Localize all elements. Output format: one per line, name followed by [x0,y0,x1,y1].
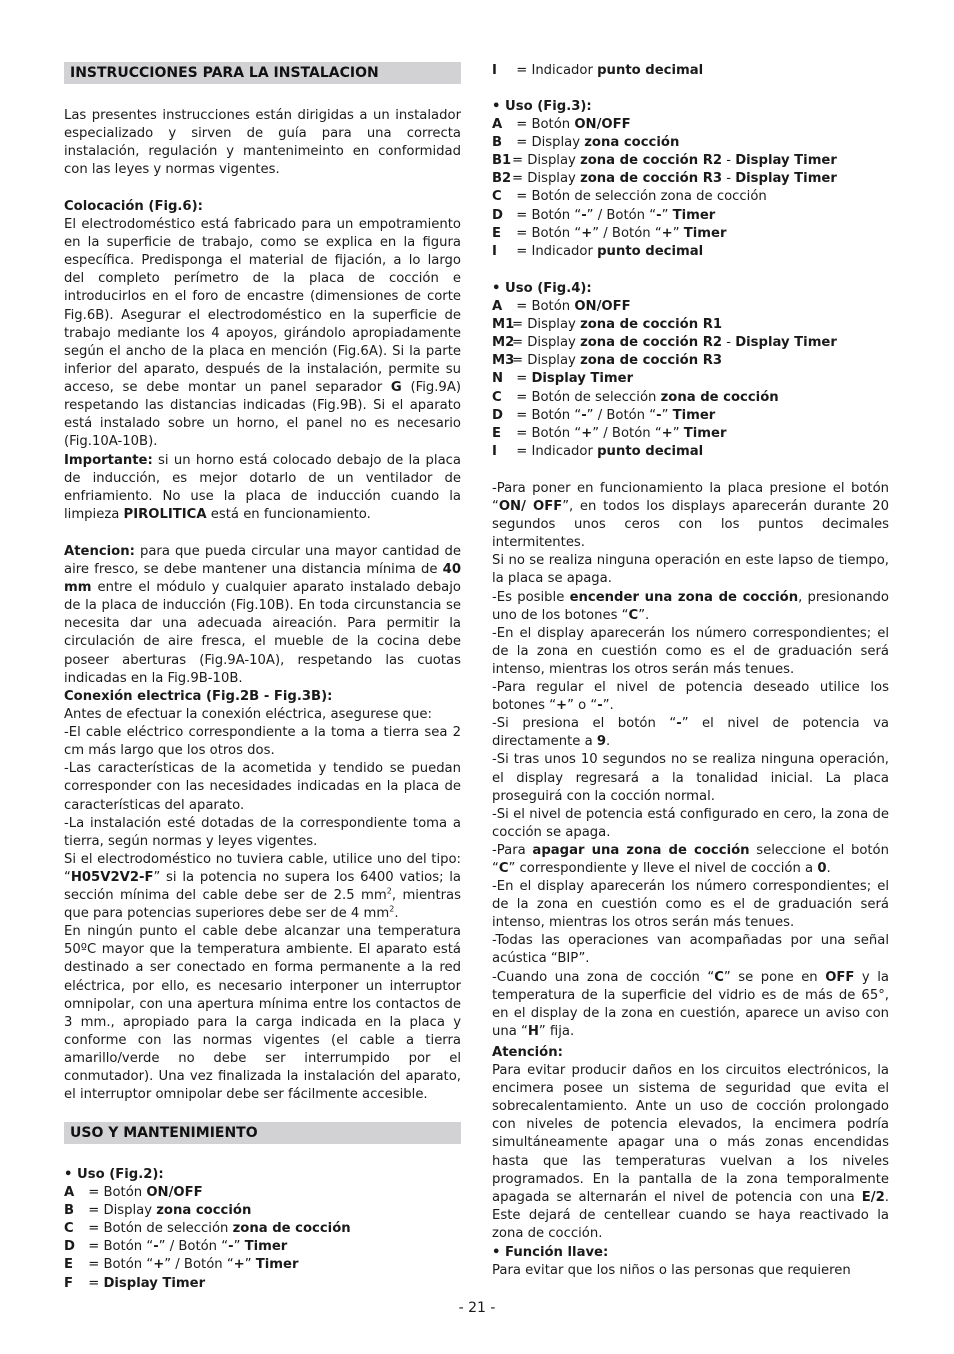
legend-item: B1 = Display zona de cocción R2 - Display Timer [492,153,837,169]
colocacion-block [64,198,461,451]
uso-fig3-list [492,98,889,261]
legend-item: E = Botón “ + ” / Botón “ + ” Timer [64,1257,299,1273]
atencion-safety-paragraph: Para evitar producir daños en los circuitos electrónicos, la encimera posee un sistema de seguridad que evita el sobrecalentamiento. Ante un uso de cocción prolongado con niveles de potencia elevados, la encimera podría simultáneamente apagar una o más zonas encendidas hasta que las temperaturas vuelvan a los niveles programados. En la pantalla de la zona temporalmente apagada se alternarán el nivel de potencia con una E/2. Este dejará de centellear cuando se haya reactivado la zona de cocción. [492,1063,889,1241]
instructions-block [492,480,889,1041]
uso-fig4-list [492,280,889,461]
legend-item: M3 = Display zona de cocción R3 [492,353,723,369]
section-title-uso: USO Y MANTENIMIENTO [64,1122,461,1144]
instruction-paragraph: -Si el nivel de potencia está configurado en cero, la zona de cocción se apaga. [492,806,889,840]
legend-item: C = Botón de selección zona de cocción [492,389,779,405]
uso-fig2-list [64,1166,461,1293]
atencion-safety-heading: Atención: [492,1045,563,1060]
legend-item: E = Botón “ + ” / Botón “ + ” Timer [492,425,727,441]
instruction-paragraph: Si no se realiza ninguna operación en este lapso de tiempo, la placa se apaga. [492,553,889,587]
colocacion-paragraph: El electrodoméstico está fabricado para un empotramiento en la superficie de trabajo, como se explica en la figura específica. Predisponga el material de fijación, a lo largo del completo perímetro de la placa de cocción e introducirlos en el foro de encastre (dimensiones de corte Fig.6B). Asegurar el electrodoméstico en la superficie de trabajo mediante los 4 apoyos, girándolo apropiadamente según el ancho de la placa en mención (Fig.6A). Si la parte inferior del aparato, después de la instalación, permite su acceso, se debe montar un panel separador G (Fig.9A) respetando las distancias indicadas (Fig.9B). Si el aparato está instalado sobre un horno, el panel no es necesario (Fig.10A-10B). [64,217,461,450]
conexion-item: -El cable eléctrico correspondiente a la toma a tierra sea 2 cm más largo que los otros dos. [64,725,461,759]
legend-item: A = Botón ON/OFF [492,117,631,133]
uso-top-item: I = Indicador punto decimal [492,63,704,78]
funcion-llave-heading: • Función llave: [492,1245,609,1260]
funcion-llave-paragraph: Para evitar que los niños o las personas que requieren [492,1263,851,1279]
importante-paragraph: Importante: si un horno está colocado debajo de la placa de inducción, es mejor dotarlo de un ventilador de enfriamiento. No use la placa de inducción cuando la limpieza PIROLITICA está en funcionamiento. [64,453,461,523]
instruction-paragraph: -En el display aparecerán los número correspondientes; el de la zona en cuestión como es el de graduación será intenso, mientras los otros serán más tenues. [492,625,889,677]
instruction-paragraph: -Todas las operaciones van acompañadas por una señal acústica “BIP”. [492,933,889,967]
legend-item: N = Display Timer [492,371,634,387]
funcion-llave-block [492,1244,889,1280]
instruction-paragraph: -Es posible encender una zona de cocción, presionando uno de los botones “C”. [492,589,889,623]
legend-item: A = Botón ON/OFF [492,299,631,315]
instruction-paragraph: -Para apagar una zona de cocción seleccione el botón “C” correspondiente y lleve el nivel de cocción a 0. [492,842,889,876]
section-title-instalacion: INSTRUCCIONES PARA LA INSTALACION [64,62,461,84]
intro-paragraph: Las presentes instrucciones están dirigidas a un instalador especializado y sirven de guía para una correcta instalación, regulación y mantenimeinto en conformidad con las leyes y normas vigentes. [64,108,461,178]
cable-temperature-paragraph: En ningún punto el cable debe alcanzar una temperatura 50ºC mayor que la temperatura ambiente. El aparato está destinado a ser conectado en forma permanente a la red eléctrica, por ello, es necesario interponer un interruptor omnipolar, con una apertura mínima entre los contactos de 3 mm., apropiado para la carga indicada en la placa y conforme con las normas vigentes (el cable a tierra amarillo/verde no debe ser interrumpido por el conmutador). Una vez finalizada la instalación del aparato, el interruptor omnipolar debe ser fácilmente accesible. [64,924,461,1103]
legend-item: D = Botón “ - ” / Botón “ - ” Timer [492,207,716,223]
legend-item: M2 = Display zona de cocción R2 - Display Timer [492,335,837,351]
legend-item: D = Botón “ - ” / Botón “ - ” Timer [492,407,716,423]
instruction-paragraph: -Para regular el nivel de potencia deseado utilice los botones “+” o “-”. [492,680,889,714]
legend-item: B = Display zona cocción [492,135,680,151]
atencion-paragraph: Atencion: para que pueda circular una mayor cantidad de aire fresco, se debe mantener una distancia mínima de 40 mm entre el módulo y cualquier aparato instalado debajo de la placa de inducción (Fig.10B). En toda circunstancia se necesita dar una adecuada aireación. Para permitir la circulación de aire fresca, el mueble de la cocina debe poseer aberturas (Fig.9A-10A), respetando las cuotas indicadas en la Fig.9B-10B. [64,544,461,686]
conexion-heading: Conexión electrica (Fig.2B - Fig.3B): [64,689,333,704]
conexion-block [64,688,461,1104]
instruction-paragraph: -Si tras unos 10 segundos no se realiza ninguna operación, el display regresará a la tonalidad inicial. La placa proseguirá con la cocción normal. [492,752,889,804]
uso-fig2-heading: • Uso (Fig.2): [64,1167,164,1182]
legend-item: B2 = Display zona de cocción R3 - Display Timer [492,171,837,187]
page-number: - 21 - [458,1300,496,1316]
instruction-paragraph: -Si presiona el botón “-” el nivel de potencia va directamente a 9. [492,716,889,750]
cable-paragraph: Si el electrodoméstico no tuviera cable, utilice uno del tipo: “H05V2V2-F” si la potencia no supera los 6400 vatios; la sección mínima del cable debe ser de 2.5 $mm^2$, mientras que para potencias superiores debe ser de 4 $mm^2$. [64,851,461,922]
uso-fig3-heading: • Uso (Fig.3): [492,99,592,114]
uso-fig4-heading: • Uso (Fig.4): [492,281,592,296]
instruction-paragraph: -Para poner en funcionamiento la placa presione el botón “ON/ OFF”, en todos los displays aparecerán durante 20 segundos unos ceros con los puntos decimales intermitentes. [492,481,889,551]
legend-item: A = Botón ON/OFF [64,1185,203,1201]
legend-item: F = Display Timer [64,1275,206,1291]
legend-item: C = Botón de selección zona de cocción [492,189,767,205]
colocacion-heading: Colocación (Fig.6): [64,199,203,214]
atencion-safety-block [492,1044,889,1243]
instruction-paragraph: -Cuando una zona de cocción “C” se pone en OFF y la temperatura de la superficie del vidrio es de más de 65°, en el display de la zona en cuestión, aparece un aviso con una “H” fija. [492,969,890,1039]
conexion-item: -Las características de la acometida y tendido se puedan corresponder con las necesidades indicadas en la placa de características del aparato. [64,761,461,813]
legend-item: I = Indicador punto decimal [492,243,704,259]
conexion-intro: Antes de efectuar la conexión eléctrica, asegurese que: [64,707,432,723]
legend-item: D = Botón “ - ” / Botón “ - ” Timer [64,1239,288,1255]
conexion-item: -La instalación esté dotadas de la correspondiente toma a tierra, según normas y leyes vigentes. [64,815,461,849]
legend-item: B = Display zona cocción [64,1203,252,1219]
legend-item: C = Botón de selección zona de cocción [64,1221,351,1237]
legend-item: E = Botón “ + ” / Botón “ + ” Timer [492,225,727,241]
legend-item: I = Indicador punto decimal [492,443,704,459]
legend-item: M1 = Display zona de cocción R1 [492,317,723,333]
instruction-paragraph: -En el display aparecerán los número correspondientes; el de la zona en cuestión como es el de graduación será intenso, mientras los otros serán más tenues. [492,879,889,931]
